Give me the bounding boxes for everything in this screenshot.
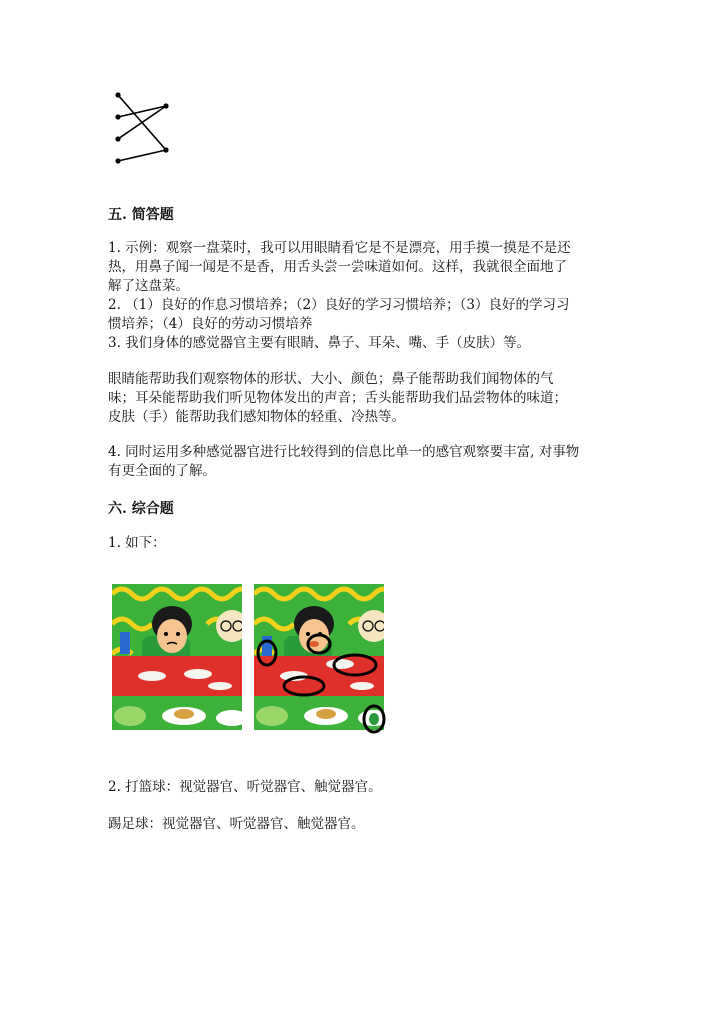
original-picture [112, 584, 242, 730]
explain-line3: 皮肤（手）能帮助我们感知物体的轻重、冷热等。 [108, 409, 405, 425]
answer-q3-line: 3. 我们身体的感觉器官主要有眼睛、鼻子、耳朵、嘴、手（皮肤）等。 [108, 335, 531, 351]
basketball-line: 2. 打篮球：视觉器官、听觉器官、触觉器官。 [108, 779, 382, 795]
answer-q1 [108, 239, 613, 296]
answer-q4 [108, 443, 613, 481]
answer-q2 [108, 296, 613, 334]
section-heading-6: 六. 综合题 [108, 501, 174, 517]
answer-q4-line2: 有更全面的了解。 [108, 463, 216, 479]
right-dot-1 [163, 103, 168, 108]
answer-6-q2-football [108, 815, 613, 834]
explain-line2: 味；耳朵能帮助我们听见物体发出的声音；舌头能帮助我们品尝物体的味道； [108, 390, 567, 406]
answer-6-q2-basketball [108, 778, 613, 797]
answer-q1-line3: 解了这盘菜。 [108, 278, 189, 294]
section-heading-5: 五. 简答题 [108, 207, 174, 223]
answer-q1-line1: 1. 示例：观察一盘菜时，我可以用眼睛看它是不是漂亮，用手摸一摸是不是还 [108, 240, 571, 256]
explain-line1: 眼睛能帮助我们观察物体的形状、大小、颜色；鼻子能帮助我们闻物体的气 [108, 371, 554, 387]
answer-q2-line2: 惯培养；（4）良好的劳动习惯培养 [108, 316, 313, 332]
football-line: 踢足球：视觉器官、听觉器官、触觉器官。 [108, 816, 365, 832]
answer-6-q1-line: 1. 如下： [108, 535, 166, 551]
difference-circle-5 [360, 702, 388, 736]
spot-the-difference-images [112, 584, 388, 736]
answer-6-q1 [108, 534, 613, 553]
answer-q2-line1: 2. （1）良好的作息习惯培养；（2）良好的学习习惯培养；（3）良好的学习习 [108, 297, 570, 313]
answer-q3-explanation [108, 370, 613, 427]
left-dot-4 [115, 158, 120, 163]
answer-q1-line2: 热，用鼻子闻一闻是不是香，用舌头尝一尝味道如何。这样，我就很全面地了 [108, 259, 567, 275]
answer-q4-line1: 4. 同时运用多种感觉器官进行比较得到的信息比单一的感官观察要丰富, 对事物 [108, 444, 580, 460]
left-dot-1 [115, 92, 120, 97]
left-dot-2 [115, 114, 120, 119]
matching-lines-diagram [108, 88, 178, 168]
answer-q3 [108, 334, 613, 353]
left-dot-3 [115, 136, 120, 141]
right-dot-2 [163, 147, 168, 152]
